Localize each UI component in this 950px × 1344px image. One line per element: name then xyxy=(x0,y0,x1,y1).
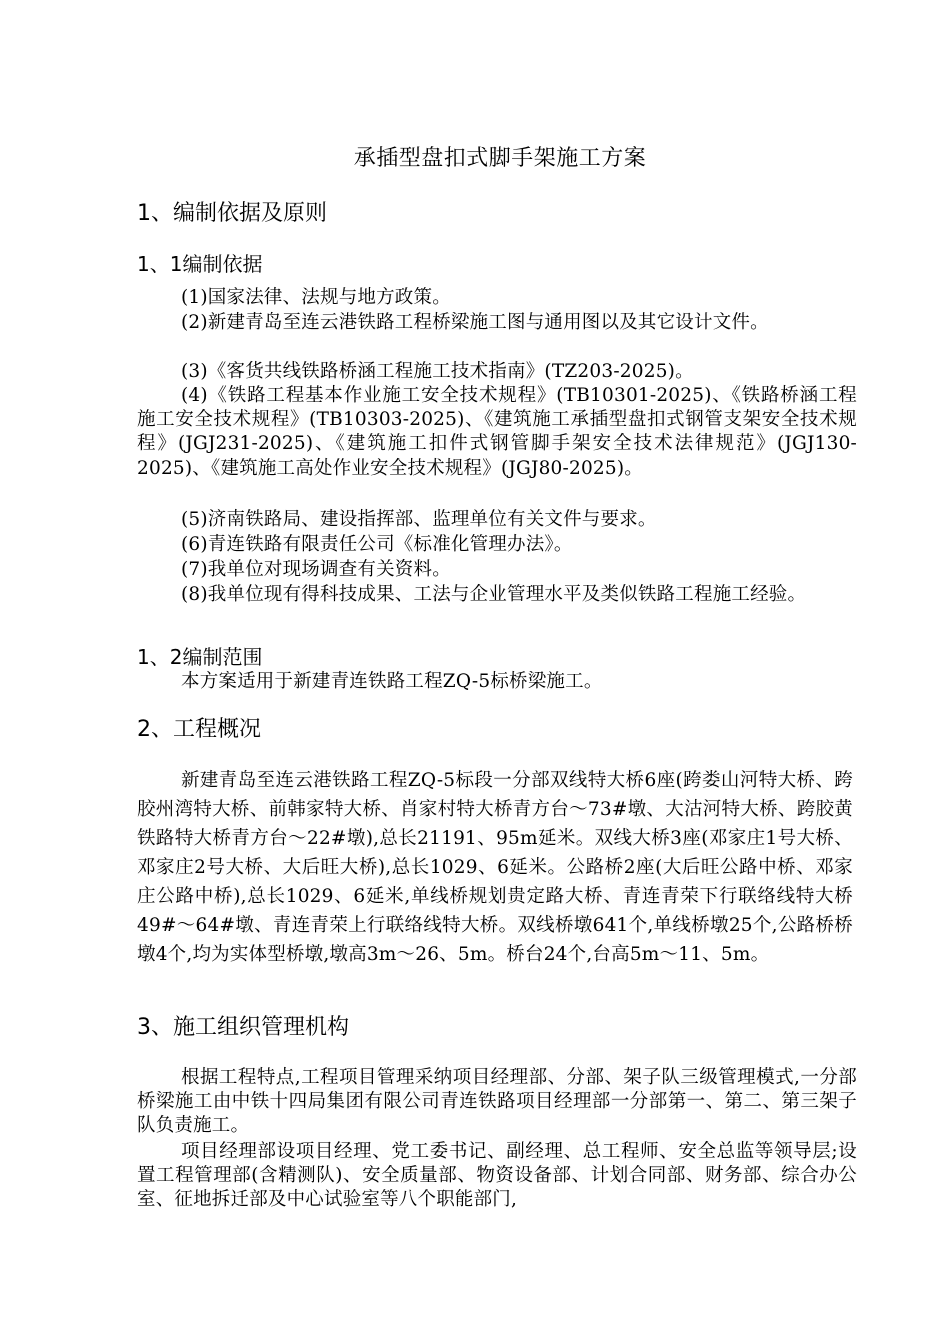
scope-paragraph: 本方案适用于新建青连铁路工程ZQ-5标桥梁施工。 xyxy=(181,671,603,692)
basis-item: (8)我单位现有得科技成果、工法与企业管理水平及类似铁路工程施工经验。 xyxy=(181,584,807,605)
basis-item: (1)国家法律、法规与地方政策。 xyxy=(181,287,451,308)
basis-item: (4)《铁路工程基本作业施工安全技术规程》(TB10301-2025)、《铁路桥涵工程施工安全技术规程》(TB10303-2025)、《建筑施工承插型盘扣式钢管支架安全技术规程》(JGJ231-2025)、《建筑施工扣件式钢管脚手架安全技术法律规范》(JGJ130-2025)、《建筑施工高处作业安全技术规程》(JGJ80-2025)。 xyxy=(137,385,857,479)
document-title: 承插型盘扣式脚手架施工方案 xyxy=(353,146,647,171)
section-2-heading: 2、工程概况 xyxy=(137,717,261,742)
basis-item: (7)我单位对现场调查有关资料。 xyxy=(181,559,451,580)
basis-item: (3)《客货共线铁路桥涵工程施工技术指南》(TZ203-2025)。 xyxy=(181,361,694,382)
basis-item: (5)济南铁路局、建设指挥部、监理单位有关文件与要求。 xyxy=(181,509,657,530)
basis-item: (2)新建青岛至连云港铁路工程桥梁施工图与通用图以及其它设计文件。 xyxy=(181,312,769,333)
section-1-1-heading: 1、1编制依据 xyxy=(137,252,263,276)
section-3-heading: 3、施工组织管理机构 xyxy=(137,1015,349,1040)
section-1-2-heading: 1、2编制范围 xyxy=(137,645,263,669)
organization-paragraph: 根据工程特点,工程项目管理采纳项目经理部、分部、架子队三级管理模式,一分部桥梁施工由中铁十四局集团有限公司青连铁路项目经理部一分部第一、第二、第三架子队负责施工。 xyxy=(137,1067,857,1137)
section-1-heading: 1、编制依据及原则 xyxy=(137,201,327,226)
organization-paragraph: 项目经理部设项目经理、党工委书记、副经理、总工程师、安全总监等领导层;设置工程管理部(含精测队)、安全质量部、物资设备部、计划合同部、财务部、综合办公室、征地拆迁部及中心试验室等八个职能部门, xyxy=(137,1141,857,1211)
overview-paragraph: 新建青岛至连云港铁路工程ZQ-5标段一分部双线特大桥6座(跨娄山河特大桥、跨胶州湾特大桥、前韩家特大桥、肖家村特大桥青方台～73#墩、大沽河特大桥、跨胶黄铁路特大桥青方台～22#墩),总长21191、95m延米。双线大桥3座(邓家庄1号大桥、邓家庄2号大桥、大后旺大桥),总长1029、6延米。公路桥2座(大后旺公路中桥、邓家庄公路中桥),总长1029、6延米,单线桥规划贵定路大桥、青连青荣下行联络线特大桥49#～64#墩、青连青荣上行联络线特大桥。双线桥墩641个,单线桥墩25个,公路桥桥墩4个,均为实体型桥墩,墩高3m～26、5m。桥台24个,台高5m～11、5m。 xyxy=(137,770,853,965)
basis-item: (6)青连铁路有限责任公司《标准化管理办法》。 xyxy=(181,534,573,555)
